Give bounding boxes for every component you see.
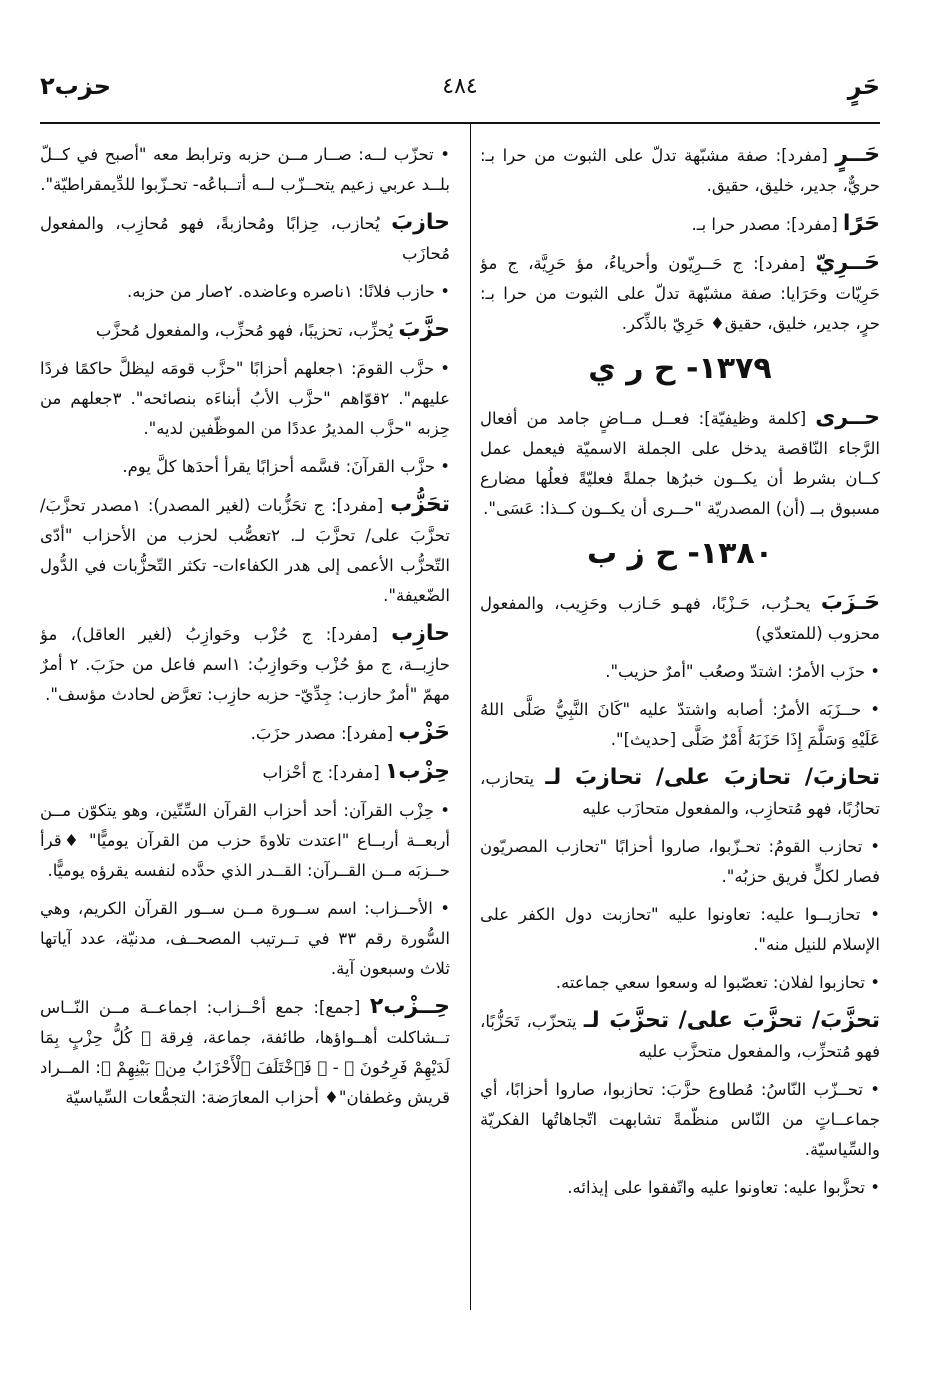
entry-text: [مفرد]: مصدر حزَبَ. (250, 724, 394, 743)
entry-text: حــزَبَه الأمرُ: أصابه واشتدّ عليه "كَانَ النَّبِيُّ صَلَّى اللهُ عَلَيْهِ وَسَلَّمَ إِذَا حَزَبَهُ أَمْرٌ صَلَّى [حديث]". (480, 700, 880, 749)
dictionary-entry (40, 992, 450, 1113)
headword: حَرًا (842, 211, 880, 236)
dictionary-entry (480, 140, 880, 201)
entry-text: تحزَّبوا عليه: تعاونوا عليه واتّفقوا على إيذائه. (567, 1178, 866, 1197)
headword: حازِب (391, 621, 450, 646)
column-divider (470, 124, 471, 1310)
headword: حازبَ (391, 210, 450, 235)
dictionary-page (40, 60, 880, 1330)
entry-text: تحازبــوا عليه: تعاونوا عليه "تحازبت دول الكفر على الإسلام للنيل منه". (480, 905, 880, 954)
header-left-word: حزب٢ (40, 72, 111, 100)
sense-entry (480, 1173, 880, 1203)
sense-entry (480, 695, 880, 755)
entry-text: يتحازب، تحازُبًا، فهو مُتحازِب، والمفعول متحازَب عليه (480, 769, 880, 818)
left-column (40, 140, 450, 1330)
headword: حَــرٍ (835, 142, 880, 167)
entry-text: يُحزِّب، تحزيبًا، فهو مُحزِّب، والمفعول مُحزَّب (95, 321, 394, 340)
headword: حَـزَبَ (820, 590, 880, 615)
entry-text: تحــزّب النّاسُ: مُطاوع حزَّبَ: تحازبوا، صاروا أحزابًا، أي جماعــاتٍ من النّاس منظّمةً تشابهت اتّجاهاتُها الفكريّة والسِّياسيّة. (480, 1080, 880, 1159)
dictionary-entry (40, 757, 450, 788)
entry-text: [مفرد]: مصدر حرا بـ. (691, 215, 838, 234)
dictionary-entry (480, 1006, 880, 1067)
dictionary-entry (40, 619, 450, 710)
sense-entry (480, 968, 880, 998)
entry-text: [مفرد]: صفة مشبّهة تدلّ على الثبوت من حرا بـ: حريٌّ، جدير، خليق، حقيق. (480, 146, 880, 195)
entry-text: حزَّب القومَ: ١جعلهم أحزابًا "حزَّب قومَه ليظلَّ حاكمًا فردًا عليهم". ٢قوّاهم "حزَّب الأبُ أبناءَه بنصائحه". ٣جعلهم من حِزبه "حزَّب المديرُ عددًا من الموظّفين لديه". (40, 359, 450, 438)
sense-entry (40, 354, 450, 444)
entry-text: حزَب الأمرُ: اشتدّ وصعُب "أمرٌ حزيب". (605, 662, 866, 681)
headword: حزَّبَ (398, 317, 450, 342)
headword: تحازبَ/ تحازبَ على/ تحازبَ لـ (545, 765, 880, 790)
root-heading: ١٣٧٩- ح ر ي (588, 351, 772, 386)
sense-entry (40, 452, 450, 482)
entry-text: حِزْب القرآن: أحد أحزاب القرآن السِّتّين، وهو يتكوّن مــن أربعــة أربــاع "اعتدت تلاوةَ حزب من القرآن يوميًّا" ♦قرأ حــزبَه مــن القــرآن: القــدر الذي حدَّده لنفسه يقرؤه يوميًّا. (40, 801, 450, 880)
header-rule (40, 122, 880, 124)
headword: حَزْب (398, 720, 450, 745)
header-right-word: حَرٍ (847, 72, 880, 100)
headword: حِزْب١ (384, 759, 450, 784)
page-header (40, 60, 880, 122)
entry-text: يتحزّب، تَحَزُّبًا، فهو مُتحزِّب، والمفعول متحزَّب عليه (480, 1012, 880, 1061)
sense-entry (480, 1075, 880, 1165)
entry-text: [مفرد]: ج حَــرِيّون وأحرياءُ، مؤ حَرِيَّة، ج مؤ حَرِيّات وحَرَايا: صفة مشبّهة تدلّ على الثبوت من حرا بـ: حرٍ، جدير، خليق، حقيق♦ حَرِيّ بالذِّكر. (480, 254, 880, 333)
entry-text: [مفرد]: ج أحْزاب (262, 763, 380, 782)
dictionary-entry (40, 315, 450, 346)
entry-text: حازب فلانًا: ١ناصره وعاضده. ٢صار من حزبه. (126, 282, 436, 301)
dictionary-entry (40, 490, 450, 611)
dictionary-entry (480, 209, 880, 240)
sense-entry (480, 900, 880, 960)
root-heading: ١٣٨٠- ح ز ب (586, 536, 774, 571)
entry-text: يحـزُب، حَـزْبًا، فهـو حَـازب وحَزِيب، والمفعول محزوب (للمتعدّي) (480, 594, 880, 643)
entry-text: تحازبوا لفلان: تعصّبوا له وسعوا سعي جماعته. (555, 973, 866, 992)
entry-text: [جمع]: جمع أحْــزاب: اجماعــة مــن النّــاس تــشاكلت أهــواؤها، طائفة، جماعة، فِرقة ﴿ كُلُّ حِزْبٍ بِمَا لَدَيْهِمْ فَرِحُونَ ﴾ - ﴿ فَٱخْتَلَفَ ٱلْأَحْزَابُ مِنۢ بَيْنِهِمْ ﴾: المــراد قريش وغطفان"♦ أحزاب المعارَضة: التجمُّعات السِّياسيّة (40, 998, 450, 1107)
headword: حــرى (815, 405, 880, 430)
dictionary-entry (40, 208, 450, 269)
sense-entry (480, 832, 880, 892)
headword: تحَزُّب (390, 492, 450, 517)
entry-text: تحزّب لــه: صــار مــن حزبه وترابط معه "أصبح في كــلّ بلــد عربي زعيم يتحــزّب لــه أتــباعُه- تحـزّبوا للدِّيمقراطيّة". (40, 145, 450, 194)
headword: حَــرِيّ (815, 250, 880, 275)
entry-text: [مفرد]: ج حُزْب وحَوازِبُ (لغير العاقل)، مؤ حازِبــة، ج مؤ حُزْب وحَوازِبُ: ١اسم فاعل من حزَبَ. ٢ أمرٌ مهمّ "أمرٌ حازب: جِدِّيّ- حزبه حازِب: تعرَّض لحادث مؤسف". (40, 625, 450, 704)
dictionary-entry (40, 718, 450, 749)
sense-entry (40, 277, 450, 307)
page-number: ٤٨٤ (442, 74, 478, 99)
entry-text: تحازب القومُ: تحـزّبوا، صاروا أحزابًا "تحازب المصريّون فصار لكلٍّ فريق حزبُه". (480, 837, 880, 886)
sense-entry (40, 796, 450, 886)
entry-text: [مفرد]: ج تحَزُّبات (لغير المصدر): ١مصدر تحزَّبَ/ تحزَّبَ على/ تحزَّبَ لـ. ٢تعصُّب لحزب من الأحزاب "أدّى التّحزُّب الأعمى إلى هدر الكفاءات- تكثر التّحزُّبات في الدُّول الضّعيفة". (40, 496, 450, 605)
right-column (480, 140, 880, 1330)
sense-entry (480, 657, 880, 687)
dictionary-entry (480, 588, 880, 649)
sense-entry (40, 140, 450, 200)
entry-text: [كلمة وظيفيّة]: فعــل مــاضٍ جامد من أفعال الرَّجاء النّاقصة يدخل على الجملة الاسميّة فيعمل عمل كــان بشرط أن يكــون خبرُها جملةً فعليّةً فعلُها مضارع مسبوق بــ (أن) المصدريّة "حــرى أن يكــون كــذا: عَسَى". (480, 409, 880, 518)
dictionary-entry (480, 403, 880, 524)
dictionary-entry (480, 248, 880, 339)
headword: حِــزْب٢ (369, 994, 450, 1019)
entry-text: حزَّب القرآنَ: قسَّمه أحزابًا يقرأ أحدَها كلَّ يوم. (122, 457, 436, 476)
headword: تحزَّبَ/ تحزَّبَ على/ تحزَّبَ لـ (583, 1008, 880, 1033)
entry-text: يُحازب، حِزابًا ومُحازبةً، فهو مُحازِب، والمفعول مُحازَب (40, 214, 450, 263)
sense-entry (40, 894, 450, 984)
entry-text: الأحــزاب: اسم ســورة مــن ســور القرآن الكريم، وهي السُّورة رقم ٣٣ في تــرتيب المصحــف، مدنيّة، عدد آياتها ثلاث وسبعون آية. (40, 899, 450, 978)
dictionary-entry (480, 763, 880, 824)
